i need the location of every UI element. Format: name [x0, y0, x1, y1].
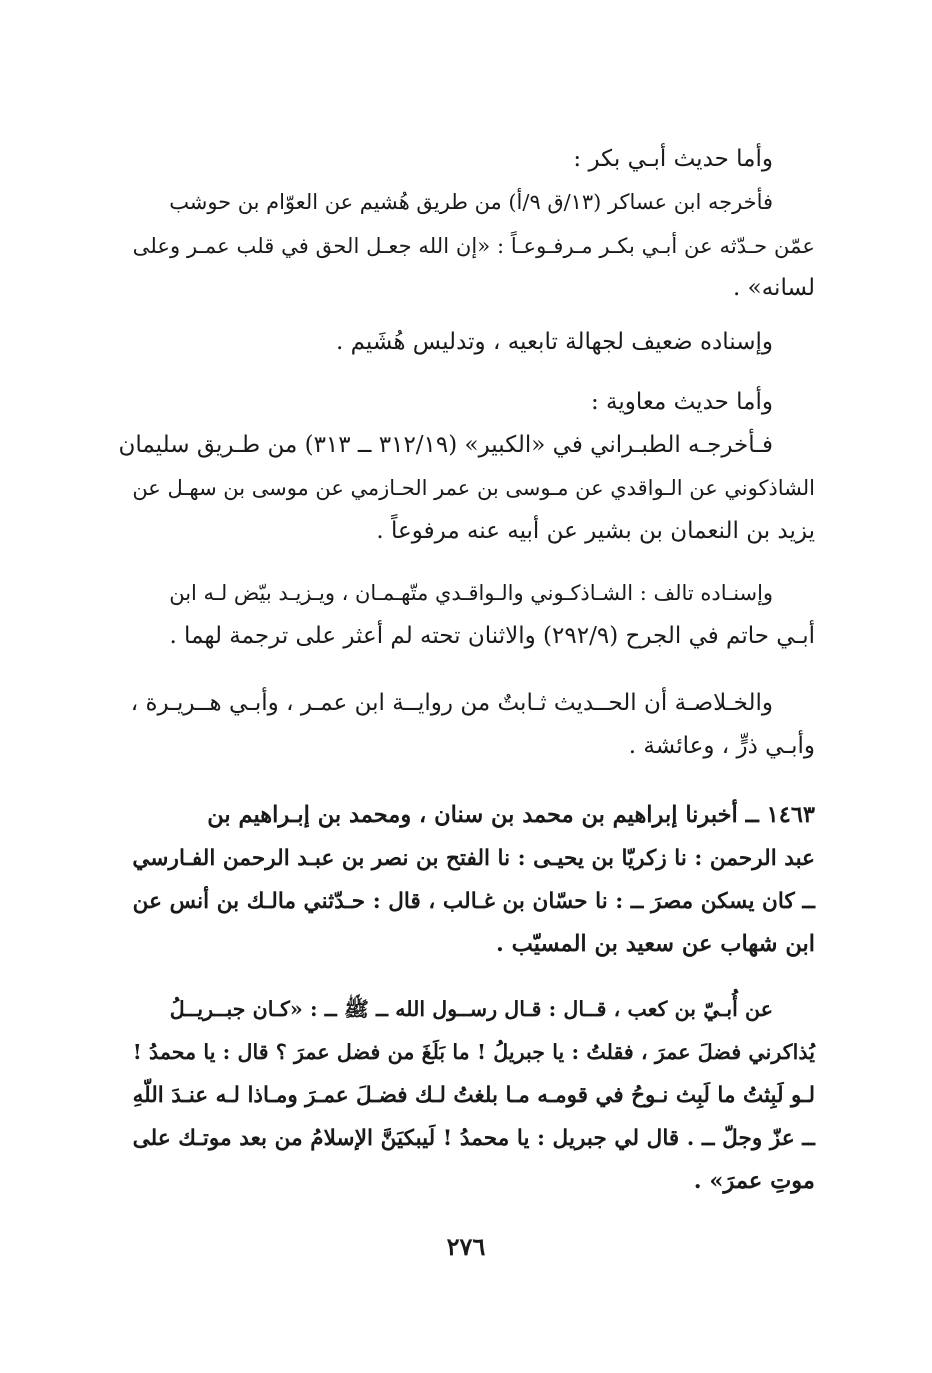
- text-line: عن أُبـيّ بن كعب ، قــال : قـال رســول الله ــ ﷺ ــ : «كـان جبــريــلُ: [169, 997, 773, 1021]
- paragraph-muawiya-heading: [0, 381, 932, 424]
- text-line: الشاذكوني عن الـواقدي عن مـوسى بن عمر الحـازمي عن موسى بن سهـل عن: [132, 476, 815, 500]
- paragraph-hadith-1463-chain: [0, 794, 932, 966]
- paragraph-hadith-1463-text: [0, 988, 932, 1203]
- text-line: فأخرجه ابن عساكر (١٣/ق ٩/أ) من طريق هُشيم عن العوّام بن حوشب: [169, 190, 773, 214]
- text-line: وأما حديث أبـي بكر :: [573, 146, 773, 172]
- text-line: وأما حديث معاوية :: [590, 389, 773, 415]
- text-line: وأبـي ذرٍّ ، وعائشة .: [628, 733, 815, 759]
- text-line: لسانه» .: [733, 275, 815, 301]
- paragraph-abu-bakr-source: [0, 181, 932, 310]
- text-line: عمّن حـدّثه عن أبـي بكـر مـرفـوعـاً : «إن الله جعـل الحق في قلب عمـر وعلى: [132, 233, 815, 258]
- text-line: فـأخرجـه الطبـراني في «الكبير» (٣١٢/١٩ ــ ٣١٣) من طـريق سليمان: [118, 432, 773, 458]
- text-line: ابن شهاب عن سعيد بن المسيّب .: [495, 931, 815, 957]
- text-line: موتِ عمرَ» .: [693, 1168, 815, 1194]
- paragraph-muawiya-source: [0, 424, 932, 553]
- paragraph-conclusion: [0, 682, 932, 768]
- text-line: أبـي حاتم في الجرح (٢٩٢/٩) والاثنان تحته لم أعثر على ترجمة لهما .: [169, 623, 815, 649]
- paragraph-abu-bakr-grading: [0, 321, 932, 364]
- text-line: ــ كان يسكن مصرَ ــ : نا حسّان بن غـالب ، قال : حـدّثني مالـك بن أنس عن: [132, 889, 815, 914]
- text-line: عبد الرحمن : نا زكريّا بن يحيـى : نا الفتح بن نصر بن عبـد الرحمن الفـارسي: [132, 846, 815, 871]
- paragraph-muawiya-grading: [0, 572, 932, 658]
- text-line: وإسنـاده تالف : الشـاذكـوني والـواقـدي متّهـمـان ، ويـزيـد بيّض لـه ابن: [169, 581, 773, 605]
- text-line: يُذاكرني فضلَ عمرَ ، فقلتُ : يا جبريلُ ! ما بَلَغَ من فضل عمرَ ؟ قال : يا محمدُ !: [132, 1040, 815, 1064]
- text-line: وإسناده ضعيف لجهالة تابعيه ، وتدليس هُشَيم .: [335, 329, 773, 355]
- page-number: ٢٧٦: [446, 1232, 486, 1261]
- text-line: والخـلاصـة أن الحــديث ثـابتٌ من روايــة ابن عمـر ، وأبـي هــريـرة ،: [130, 690, 773, 716]
- paragraph-abu-bakr-heading: [0, 138, 932, 181]
- text-line: يزيد بن النعمان بن بشير عن أبيه عنه مرفوعاً .: [376, 518, 815, 544]
- text-line: لـو لَبِثتُ ما لَبِث نـوحُ في قومـه مـا بلغتُ لـك فضـلَ عمـرَ ومـاذا لـه عنـدَ اللّهِ: [132, 1083, 815, 1108]
- text-line: ــ عزّ وجلّ ــ . قال لي جبريل : يا محمدُ ! لَيبكيَنَّ الإسلامُ من بعد موتـك على: [132, 1126, 815, 1151]
- text-line: ١٤٦٣ ــ أخبرنا إبراهيم بن محمد بن سنان ، ومحمد بن إبـراهيم بن: [207, 802, 815, 828]
